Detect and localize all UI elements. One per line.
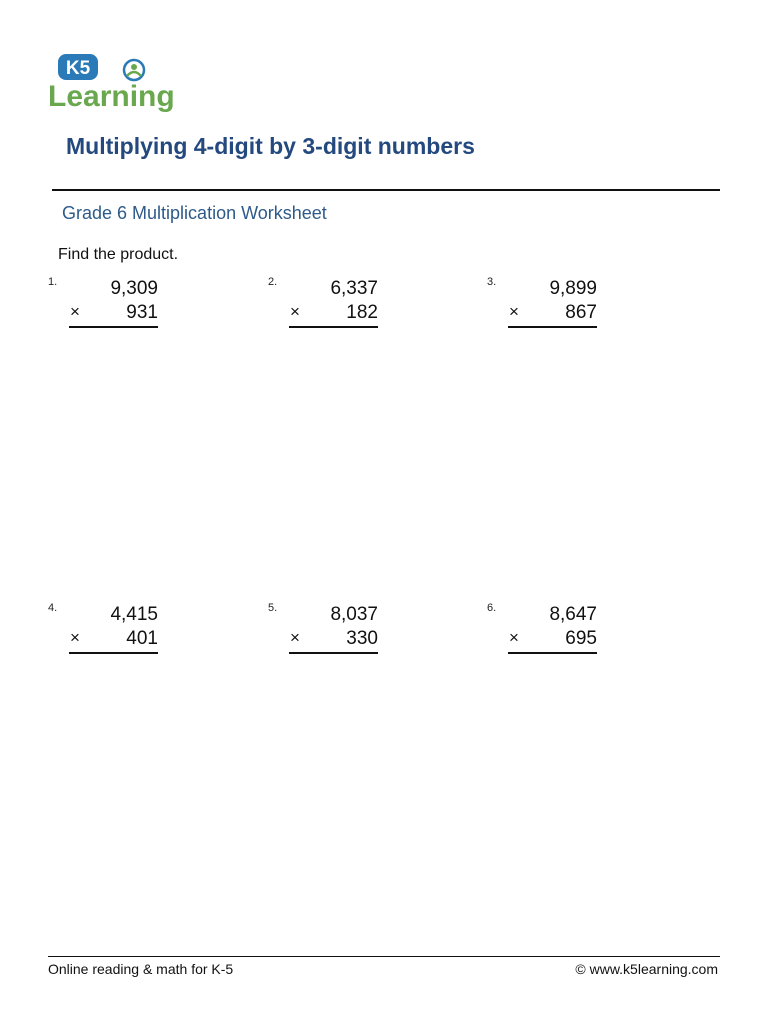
problem-1 — [48, 276, 158, 346]
problem-5 — [268, 602, 378, 672]
multiplier: 931 — [126, 302, 158, 323]
page-title: Multiplying 4-digit by 3-digit numbers — [66, 133, 475, 159]
answer-line — [69, 326, 158, 328]
problem-2 — [268, 276, 378, 346]
problem-4 — [48, 602, 158, 672]
times-sign: × — [70, 302, 80, 321]
times-sign: × — [70, 628, 80, 647]
worksheet-subtitle: Grade 6 Multiplication Worksheet — [62, 203, 327, 223]
answer-line — [289, 326, 378, 328]
times-sign: × — [509, 628, 519, 647]
multiplicand: 8,037 — [330, 604, 378, 625]
multiplicand: 9,899 — [549, 278, 597, 299]
multiplier: 401 — [126, 628, 158, 649]
problem-number: 3. — [487, 276, 497, 288]
multiplier: 695 — [565, 628, 597, 649]
times-sign: × — [290, 302, 300, 321]
svg-text:Learning: Learning — [48, 80, 175, 113]
problem-number: 6. — [487, 602, 497, 614]
answer-line — [69, 652, 158, 654]
problem-3 — [487, 276, 597, 346]
times-sign: × — [509, 302, 519, 321]
multiplier: 867 — [565, 302, 597, 323]
multiplicand: 9,309 — [110, 278, 158, 299]
times-sign: × — [290, 628, 300, 647]
multiplicand: 6,337 — [330, 278, 378, 299]
problem-number: 4. — [48, 602, 58, 614]
problem-number: 5. — [268, 602, 278, 614]
problem-number: 1. — [48, 276, 58, 288]
multiplicand: 4,415 — [110, 604, 158, 625]
footer-copyright: © www.k5learning.com — [575, 961, 718, 977]
k5-learning-logo — [48, 50, 190, 114]
multiplicand: 8,647 — [549, 604, 597, 625]
answer-line — [508, 326, 597, 328]
title-divider — [52, 189, 720, 191]
answer-line — [508, 652, 597, 654]
problem-number: 2. — [268, 276, 278, 288]
problem-6 — [487, 602, 597, 672]
footer-tagline: Online reading & math for K-5 — [48, 961, 234, 977]
svg-text:K5: K5 — [65, 58, 91, 79]
multiplier: 182 — [346, 302, 378, 323]
multiplier: 330 — [346, 628, 378, 649]
answer-line — [289, 652, 378, 654]
instructions: Find the product. — [58, 246, 179, 263]
footer-divider — [48, 956, 720, 957]
